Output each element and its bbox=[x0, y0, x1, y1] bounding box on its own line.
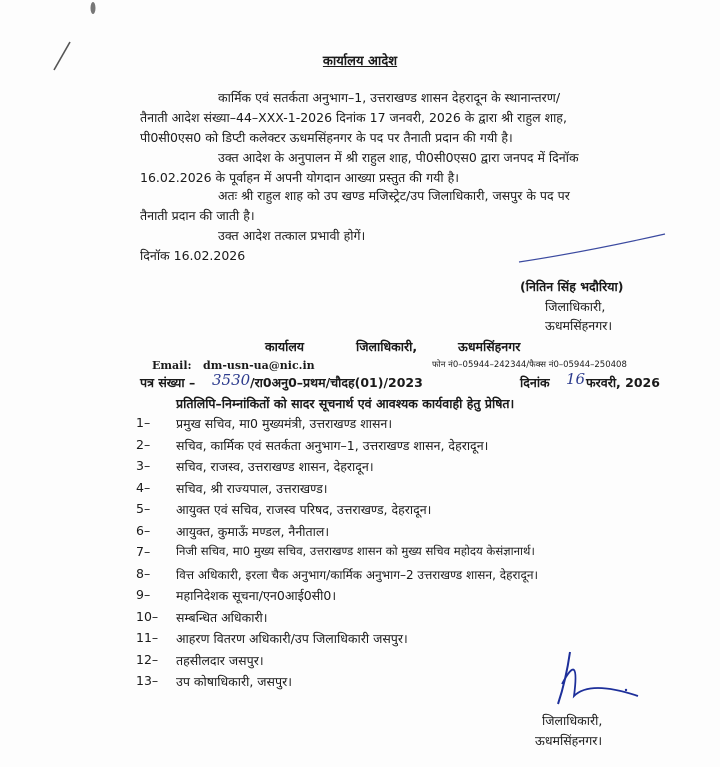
ref-suffix: /रा0अनु0–प्रथम/चौदह(01)/2023 bbox=[250, 375, 423, 390]
recipient-text: सचिव, श्री राज्यपाल, उत्तराखण्ड। bbox=[176, 480, 328, 496]
recipient-num: 10– bbox=[136, 608, 159, 624]
recipient-num: 2– bbox=[136, 436, 151, 452]
para3-line2: तैनाती प्रदान की जाती है। bbox=[140, 208, 255, 223]
recipient-num: 4– bbox=[136, 479, 151, 495]
para1-line1: कार्मिक एवं सतर्कता अनुभाग–1, उत्तराखण्ड शासन देहरादून के स्थानान्तरण/ bbox=[218, 90, 561, 105]
sig1-designation: जिलाधिकारी, bbox=[545, 299, 606, 314]
handwritten-signature-2 bbox=[540, 640, 650, 710]
recipient-text: सचिव, कार्मिक एवं सतर्कता अनुभाग–1, उत्तराखण्ड शासन, देहरादून। bbox=[176, 437, 489, 453]
email-label: Email: bbox=[152, 359, 192, 372]
para1-line3: पी0सी0एस0 को डिप्टी कलेक्टर ऊधमसिंहनगर के पद पर तैनाती प्रदान की गयी है। bbox=[140, 130, 513, 145]
recipient-text: सम्बन्धित अधिकारी। bbox=[176, 609, 268, 625]
recipient-num: 9– bbox=[136, 587, 151, 602]
letter-date-day-handwritten: 16 bbox=[566, 370, 586, 388]
recipient-num: 5– bbox=[136, 501, 151, 516]
recipient-num: 1– bbox=[136, 415, 151, 430]
recipient-text: आयुक्त एवं सचिव, राजस्व परिषद, उत्तराखण्ड, देहरादून। bbox=[176, 502, 432, 517]
para3-line1: अतः श्री राहुल शाह को उप खण्ड मजिस्ट्रेट/उप जिलाधिकारी, जसपुर के पद पर bbox=[218, 188, 570, 203]
order-date: दिनॉक 16.02.2026 bbox=[140, 248, 246, 263]
recipient-text: तहसीलदार जसपुर। bbox=[176, 652, 264, 668]
order-title: कार्यालय आदेश bbox=[322, 54, 398, 69]
recipient-num: 7– bbox=[136, 544, 151, 559]
office-label: कार्यालय bbox=[265, 339, 305, 354]
letter-date-prefix: दिनांक bbox=[520, 375, 550, 390]
para2-line1: उक्त आदेश के अनुपालन में श्री राहुल शाह, पी0सी0एस0 द्वारा जनपद में दिनॉक bbox=[218, 150, 579, 165]
recipient-num: 13– bbox=[136, 673, 159, 688]
recipient-text: आहरण वितरण अधिकारी/उप जिलाधिकारी जसपुर। bbox=[176, 631, 408, 646]
recipient-text: आयुक्त, कुमाऊँ मण्डल, नैनीताल। bbox=[176, 523, 330, 539]
para1-line2: तैनाती आदेश संख्या–44–XXX-1-2026 दिनांक 17 जनवरी, 2026 के द्वारा श्री राहुल शाह, bbox=[140, 110, 567, 125]
pen-mark-decoration bbox=[0, 0, 120, 90]
ref-prefix: पत्र संख्या – bbox=[140, 375, 196, 390]
recipient-text: महानिदेशक सूचना/एन0आई0सी0। bbox=[176, 588, 337, 603]
para4-effective: उक्त आदेश तत्काल प्रभावी होगें। bbox=[218, 228, 366, 243]
recipient-text: निजी सचिव, मा0 मुख्य सचिव, उत्तराखण्ड शासन को मुख्य सचिव महोदय केसंज्ञानार्थ। bbox=[176, 544, 535, 558]
recipient-text: सचिव, राजस्व, उत्तराखण्ड शासन, देहरादून। bbox=[176, 459, 374, 474]
letter-date-suffix: फरवरी, 2026 bbox=[586, 375, 660, 390]
email-address[interactable]: dm-usn-ua@nic.in bbox=[203, 359, 315, 372]
sig1-name: (नितिन सिंह भदौरिया) bbox=[520, 279, 624, 294]
para2-line2: 16.02.2026 के पूर्वाहन में अपनी योगदान आख्या प्रस्तुत की गयी है। bbox=[140, 170, 459, 185]
sig1-location: ऊधमसिंहनगर। bbox=[545, 318, 613, 333]
recipient-text: प्रमुख सचिव, मा0 मुख्यमंत्री, उत्तराखण्ड शासन। bbox=[176, 416, 393, 431]
recipient-num: 12– bbox=[136, 651, 159, 667]
office-name: जिलाधिकारी, bbox=[356, 339, 418, 354]
signature-stroke-1 bbox=[515, 228, 675, 268]
recipient-num: 3– bbox=[136, 458, 151, 473]
phone-fax: फोन नं0–05944–242344/फैक्स नं0–05944–250408 bbox=[432, 360, 627, 370]
recipient-num: 8– bbox=[136, 565, 151, 581]
copy-heading: प्रतिलिपि–निम्नांकितों को सादर सूचनार्थ एवं आवश्यक कार्यवाही हेतु प्रेषित। bbox=[176, 396, 515, 411]
office-district: ऊधमसिंहनगर bbox=[458, 339, 521, 354]
ref-number-handwritten: 3530 bbox=[212, 371, 251, 389]
recipient-text: वित्त अधिकारी, इरला चैक अनुभाग/कार्मिक अनुभाग–2 उत्तराखण्ड शासन, देहरादून। bbox=[176, 567, 539, 582]
recipient-num: 11– bbox=[136, 630, 159, 645]
recipient-num: 6– bbox=[136, 522, 151, 538]
sig2-location: ऊधमसिंहनगर। bbox=[535, 733, 603, 748]
recipient-text: उप कोषाधिकारी, जसपुर। bbox=[176, 674, 292, 689]
sig2-designation: जिलाधिकारी, bbox=[542, 713, 603, 728]
